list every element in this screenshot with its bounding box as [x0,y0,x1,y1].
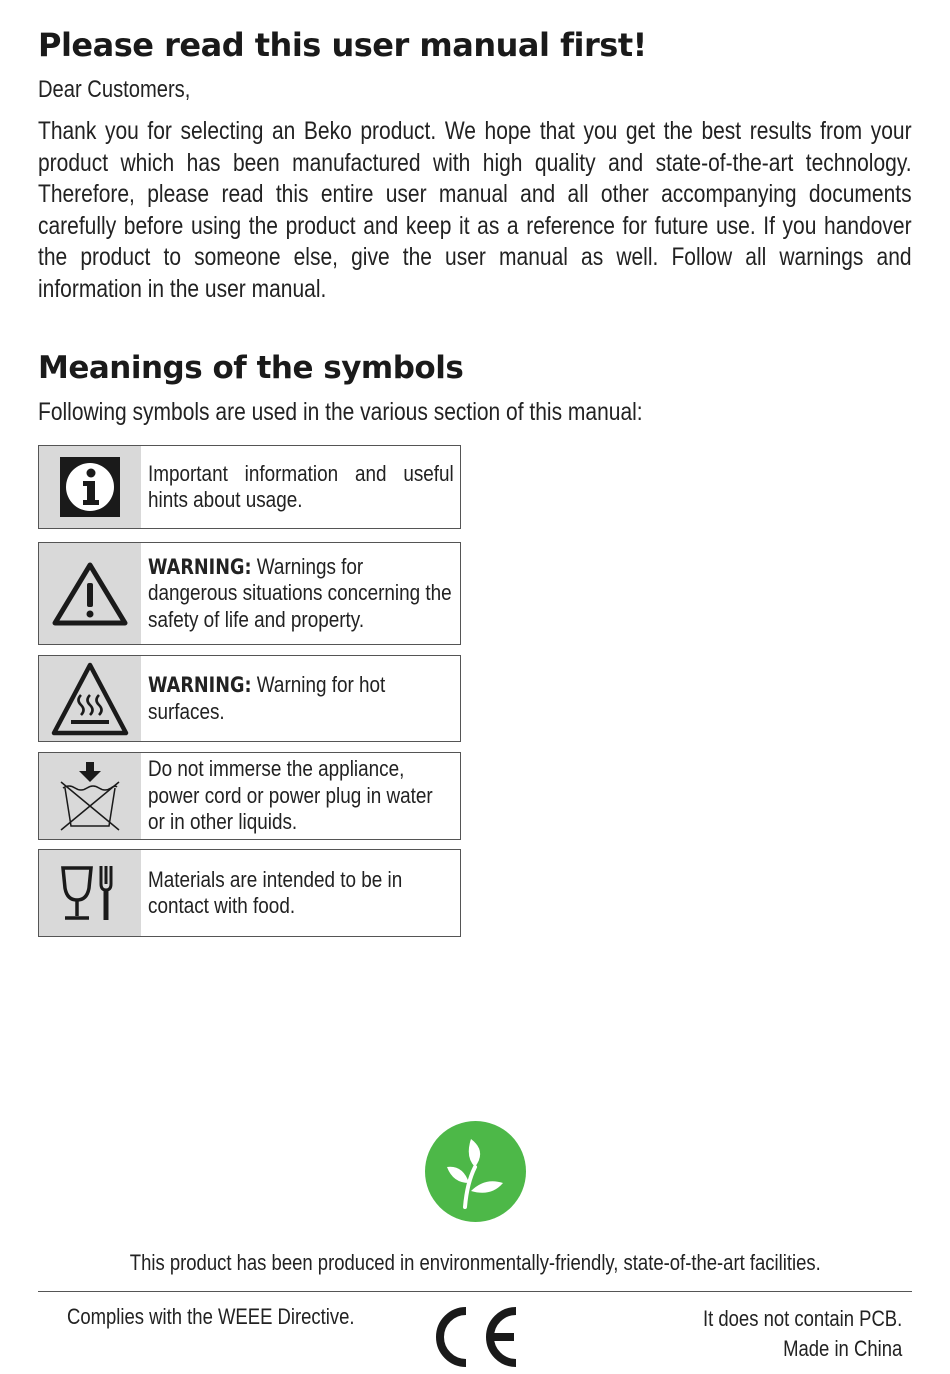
symbol-text [148,446,454,528]
salutation: Dear Customers, [38,76,191,103]
icon-cell [39,850,141,936]
symbol-row-hot-surface [38,655,461,742]
hot-surface-icon [51,661,129,737]
intro-paragraph: Thank you for selecting an Beko product. We hope that you get the best results from your product which has been manufactured with high quality and state-of-the-art technology. Therefore, please read this entire user manual and all other accompanying documents carefully before using the product and keep it as a reference for future use. If you handover the product to someone else, give the user manual as well. Follow all warnings and information in the user manual. [38,117,912,303]
symbol-text [148,656,454,741]
warning-label: WARNING: [148,554,252,579]
symbol-description: Warnings for dangerous situations concerning the safety of life and property. [148,553,452,632]
icon-cell [39,753,141,839]
footer-divider [38,1291,912,1292]
symbol-text [148,753,454,839]
symbol-row-food-contact [38,849,461,937]
warning-triangle-icon [52,561,128,627]
do-not-immerse-icon [59,760,121,832]
pcb-statement: It does not contain PCB. [702,1306,902,1331]
symbol-text [148,850,454,936]
compliance-info [665,1304,902,1364]
icon-cell [39,446,141,528]
origin-statement: Made in China [782,1336,902,1361]
symbol-row-do-not-immerse [38,752,461,840]
weee-compliance: Complies with the WEEE Directive. [67,1304,355,1329]
symbol-row-info [38,445,461,529]
food-contact-icon [59,862,121,924]
symbol-description: Materials are intended to be in contact with food. [148,866,403,918]
symbol-description: Warning for hot surfaces. [148,672,386,724]
info-icon [59,456,121,518]
warning-label: WARNING: [148,673,252,697]
eco-leaf-icon [425,1121,526,1222]
icon-cell [39,543,141,644]
ce-mark-icon [432,1305,520,1369]
symbols-heading: Meanings of the symbols [38,350,464,386]
eco-statement: This product has been produced in environmentally-friendly, state-of-the-art facilities. [129,1250,821,1275]
symbol-row-warning [38,542,461,645]
symbol-text [148,543,454,644]
icon-cell [39,656,141,741]
page-title: Please read this user manual first! [38,26,647,64]
symbol-description: Important information and useful hints about usage. [148,460,454,512]
symbols-lead: Following symbols are used in the various section of this manual: [38,398,643,426]
symbol-description: Do not immerse the appliance, power cord or power plug in water or in other liquids. [148,756,433,835]
